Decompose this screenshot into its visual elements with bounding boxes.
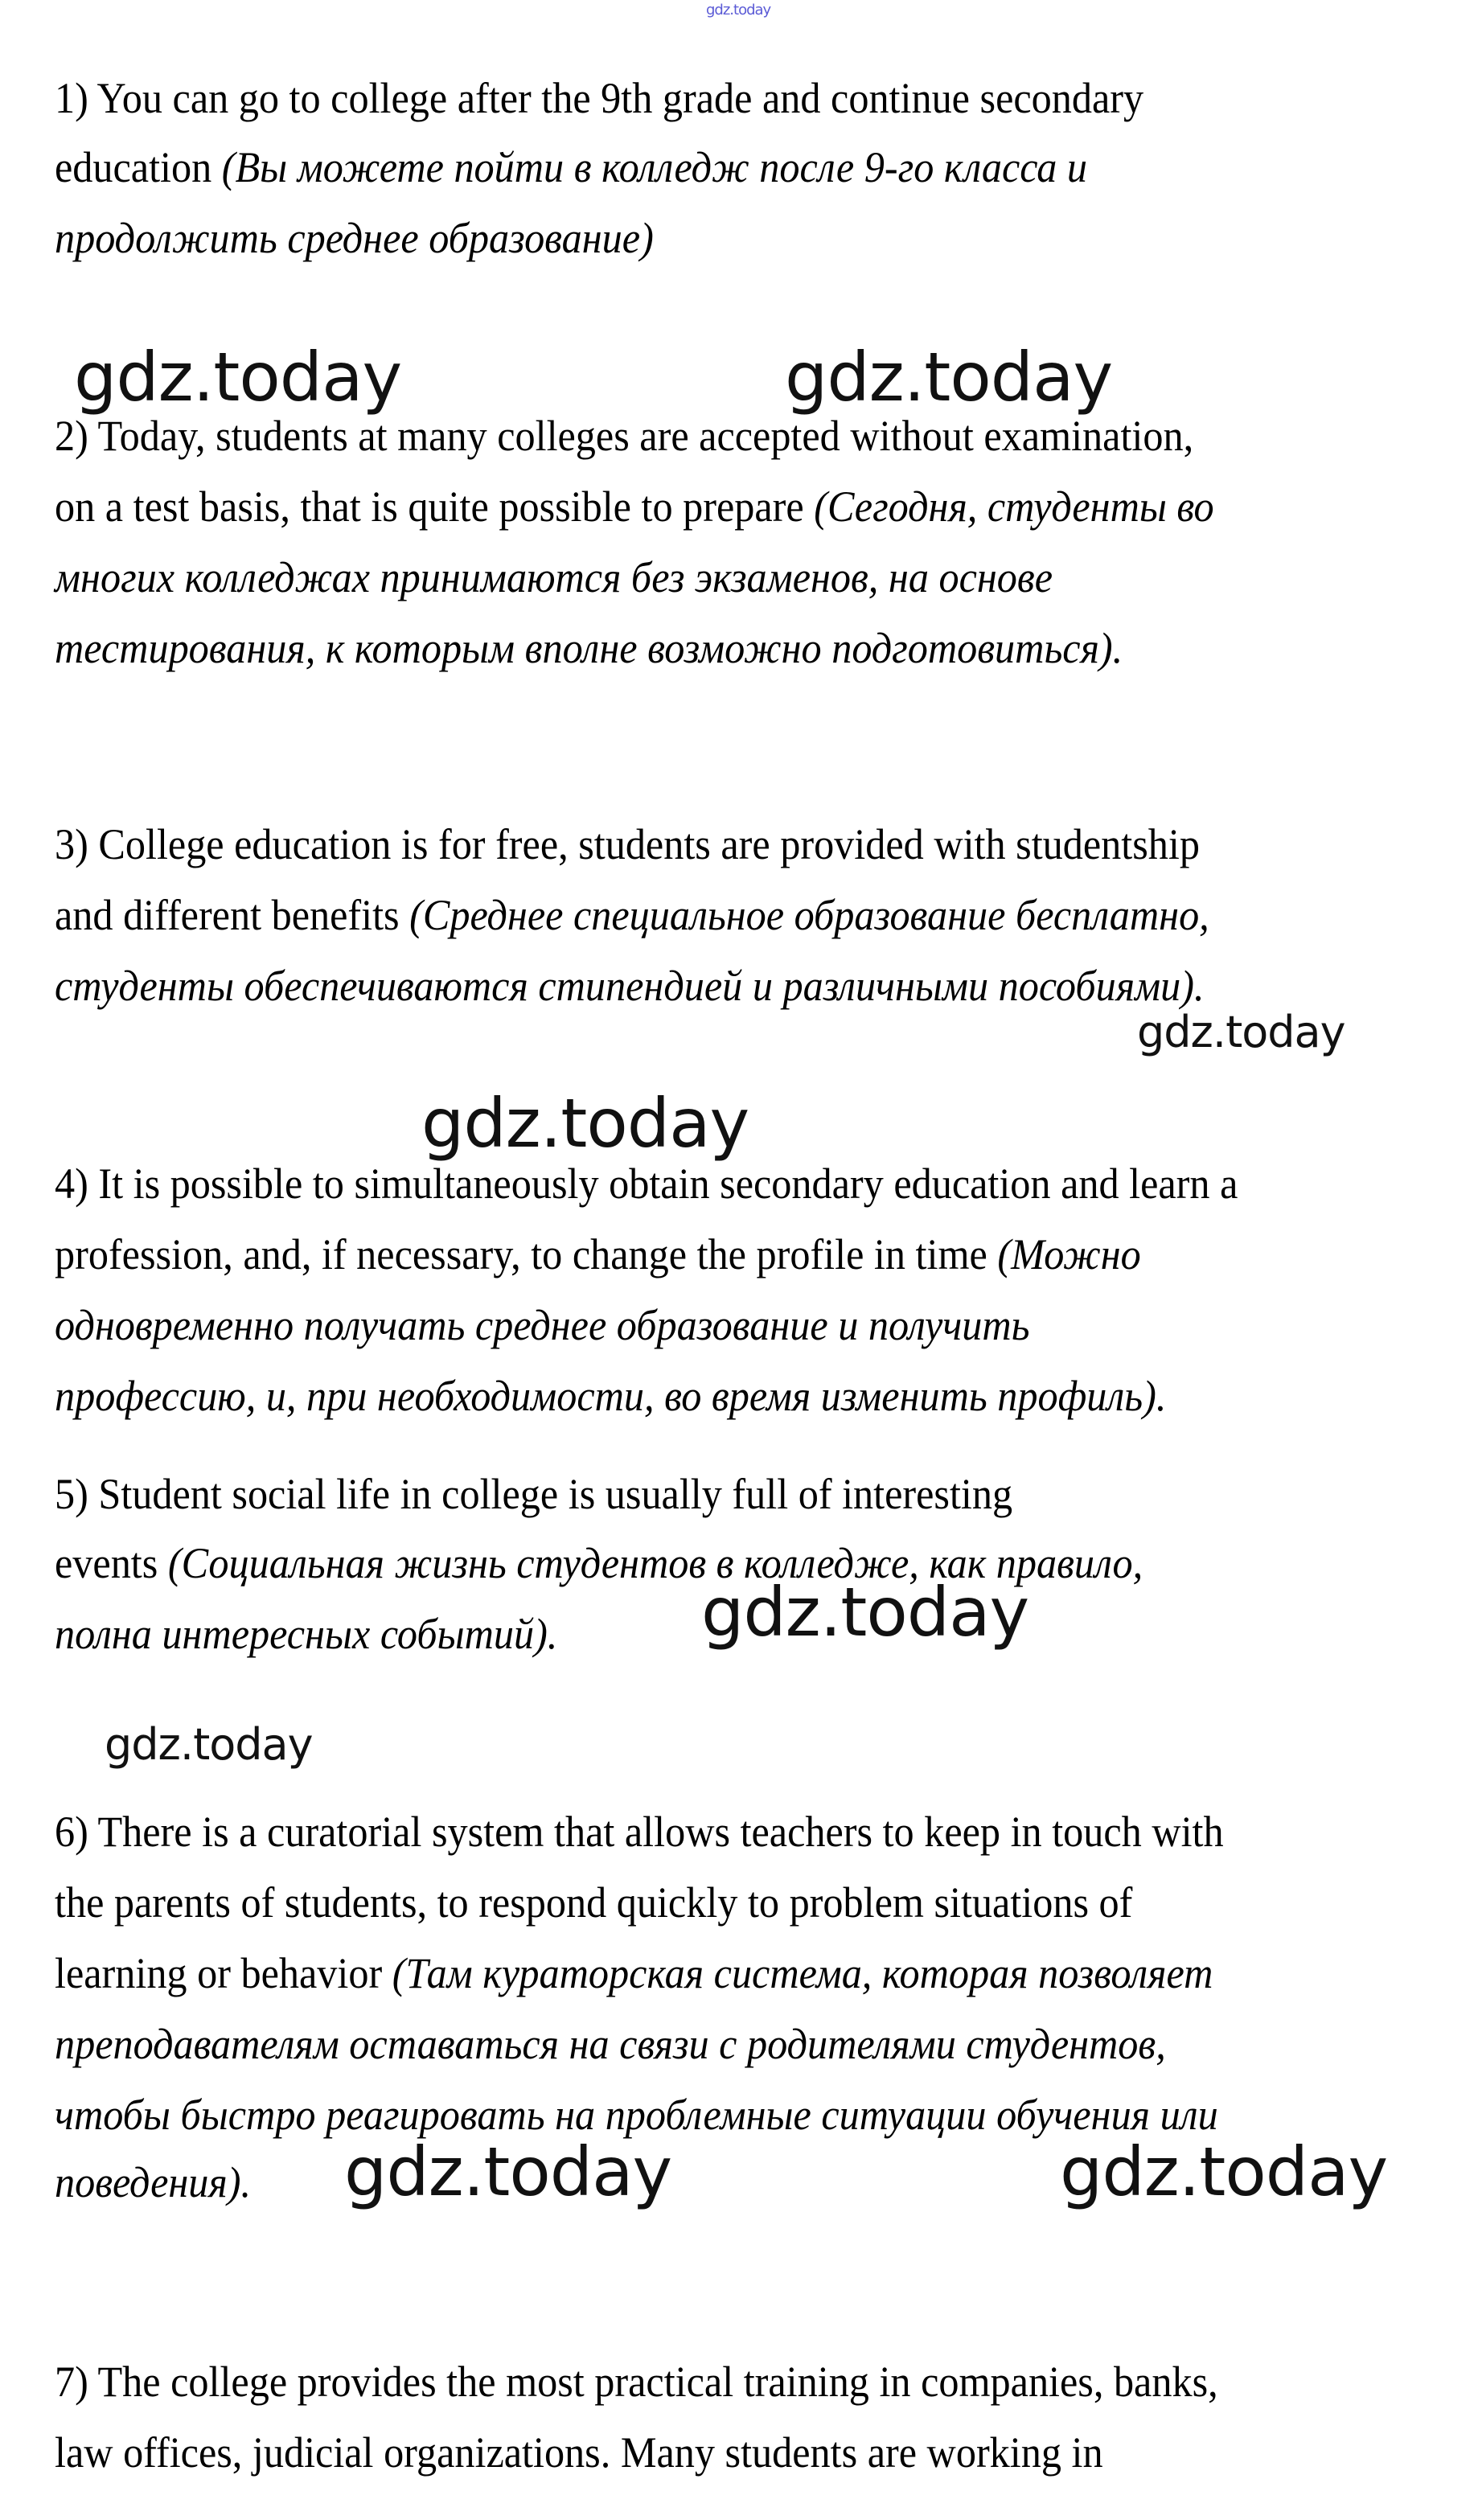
watermark: gdz.today xyxy=(701,1573,1029,1652)
watermark: gdz.today xyxy=(1060,2132,1388,2211)
russian-translation: (Вы можете пойти в колледж после 9-го класса и xyxy=(221,143,1088,191)
english-text: education xyxy=(55,143,222,191)
item-3-line xyxy=(55,954,1205,1018)
russian-translation: одновременно получать среднее образование и получить xyxy=(55,1301,1030,1349)
item-6-line xyxy=(55,1870,1132,1935)
item-1-line xyxy=(55,206,654,270)
item-5-line xyxy=(55,1462,1012,1526)
item-4-line xyxy=(55,1222,1141,1287)
english-text: 6) There is a curatorial system that allows teachers to keep in touch with xyxy=(55,1808,1224,1856)
item-3-line xyxy=(55,812,1200,876)
russian-translation: студенты обеспечиваются стипендией и различными пособиями). xyxy=(55,962,1205,1010)
watermark: gdz.today xyxy=(74,338,402,417)
item-1-line xyxy=(55,66,1143,130)
russian-translation: продолжить среднее образование) xyxy=(55,214,654,262)
header-watermark: gdz.today xyxy=(706,2,771,18)
english-text: law offices, judicial organizations. Many students are working in xyxy=(55,2428,1103,2477)
item-7-line xyxy=(55,2350,1218,2414)
item-6-line xyxy=(55,2012,1166,2076)
item-1-line xyxy=(55,135,1087,199)
russian-translation: чтобы быстро реагировать на проблемные ситуации обучения или xyxy=(55,2091,1218,2139)
russian-translation: поведения). xyxy=(55,2158,252,2206)
english-text: 1) You can go to college after the 9th grade and continue secondary xyxy=(55,74,1144,122)
russian-translation: тестирования, к которым вполне возможно подготовиться). xyxy=(55,624,1123,672)
item-6-line xyxy=(55,1941,1213,2005)
watermark: gdz.today xyxy=(785,338,1113,417)
watermark: gdz.today xyxy=(421,1084,749,1163)
item-4-line xyxy=(55,1364,1166,1428)
english-text: and different benefits xyxy=(55,891,410,939)
english-text: events xyxy=(55,1539,168,1587)
item-2-line xyxy=(55,545,1053,609)
english-text: profession, and, if necessary, to change the profile in time xyxy=(55,1230,998,1278)
english-text: 4) It is possible to simultaneously obtain secondary education and learn a xyxy=(55,1159,1238,1208)
russian-translation: многих колледжах принимаются без экзаменов, на основе xyxy=(55,553,1053,601)
item-7-line xyxy=(55,2420,1103,2485)
watermark: gdz.today xyxy=(105,1719,313,1770)
english-text: learning or behavior xyxy=(55,1949,392,1997)
russian-translation: полна интересных событий). xyxy=(55,1610,558,1658)
russian-translation: профессию, и, при необходимости, во время изменить профиль). xyxy=(55,1372,1167,1420)
russian-translation: (Там кураторская система, которая позволяет xyxy=(392,1949,1213,1997)
english-text: 3) College education is for free, students are provided with studentship xyxy=(55,820,1200,868)
english-text: the parents of students, to respond quickly to problem situations of xyxy=(55,1878,1133,1927)
russian-translation: (Сегодня, студенты во xyxy=(814,482,1214,531)
item-6-line xyxy=(55,2150,251,2214)
russian-translation: преподавателям оставаться на связи с родителями студентов, xyxy=(55,2020,1166,2068)
english-text: 7) The college provides the most practical training in companies, banks, xyxy=(55,2358,1218,2406)
russian-translation: (Можно xyxy=(997,1230,1141,1278)
item-3-line xyxy=(55,883,1209,947)
english-text: 5) Student social life in college is usually full of interesting xyxy=(55,1470,1013,1518)
item-2-line xyxy=(55,474,1214,539)
item-5-line xyxy=(55,1602,557,1666)
russian-translation: (Социальная жизнь студентов в колледже, как правило, xyxy=(167,1539,1143,1587)
item-2-line xyxy=(55,616,1123,680)
item-4-line xyxy=(55,1293,1030,1357)
watermark: gdz.today xyxy=(1137,1007,1345,1057)
watermark: gdz.today xyxy=(344,2132,672,2211)
english-text: on a test basis, that is quite possible to prepare xyxy=(55,482,815,531)
english-text: 2) Today, students at many colleges are accepted without examination, xyxy=(55,412,1194,460)
russian-translation: (Среднее специальное образование бесплатно, xyxy=(409,891,1209,939)
item-6-line xyxy=(55,1800,1224,1864)
